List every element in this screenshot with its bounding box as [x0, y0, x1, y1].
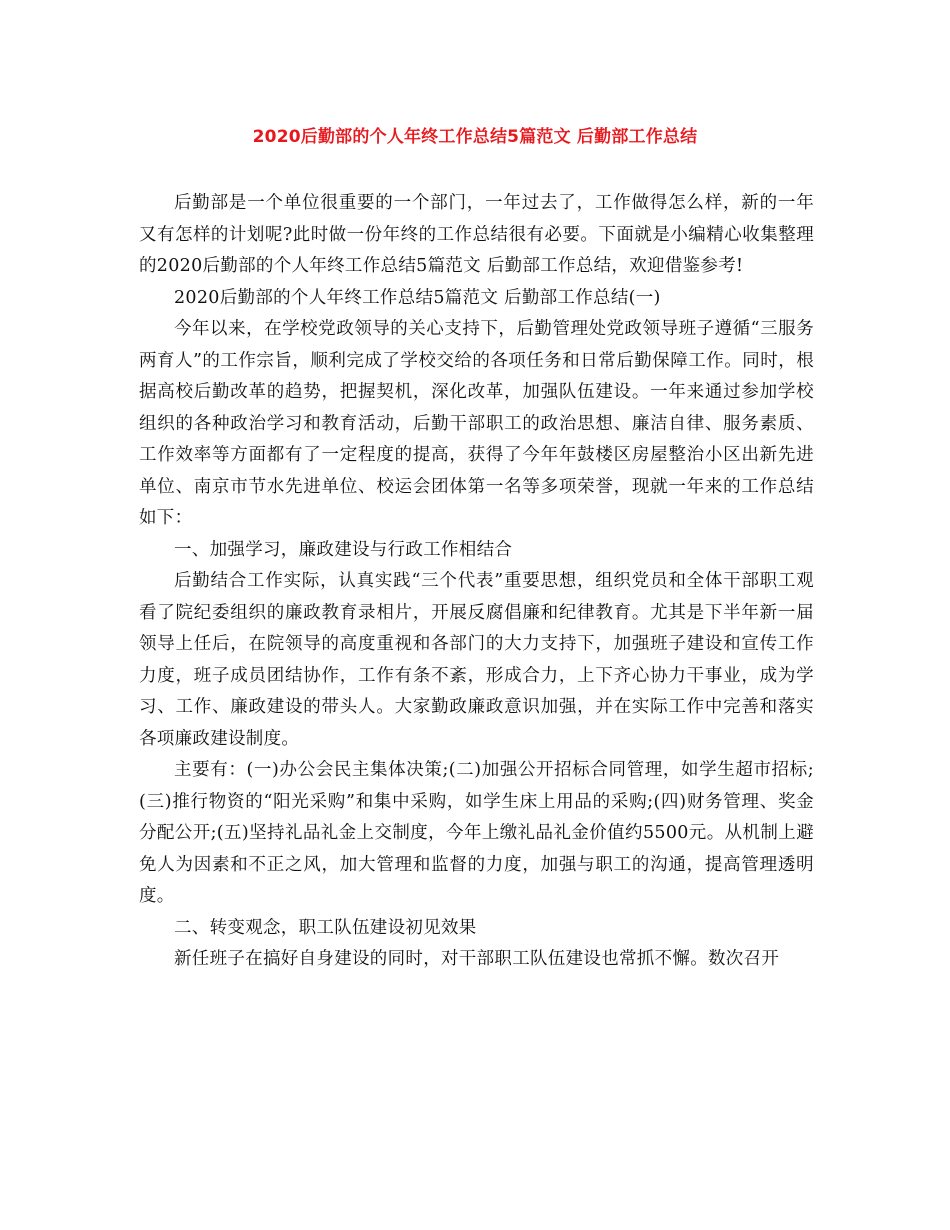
intro-paragraph: 后勤部是一个单位很重要的一个部门，一年过去了，工作做得怎么样，新的一年又有怎样的计划呢?此时做一份年终的工作总结很有必要。下面就是小编精心收集整理的2020后勤部的个人年终工作总结5篇范文 后勤部工作总结，欢迎借鉴参考!: [139, 193, 814, 276]
section-heading-part-one: 2020后勤部的个人年终工作总结5篇范文 后勤部工作总结(一): [174, 287, 661, 308]
integrity-paragraph: 后勤结合工作实际，认真实践“三个代表”重要思想，组织党员和全体干部职工观看了院纪委组织的廉政教育录相片，开展反腐倡廉和纪律教育。尤其是下半年新一届领导上任后，在院领导的高度重视和各部门的大力支持下，加强班子建设和宣传工作力度，班子成员团结协作，工作有条不紊，形成合力，上下齐心协力干事业，成为学习、工作、廉政建设的带头人。大家勤政廉政意识加强，并在实际工作中完善和落实各项廉政建设制度。: [139, 571, 814, 749]
overview-paragraph: 今年以来，在学校党政领导的关心支持下，后勤管理处党政领导班子遵循“三服务两育人”的工作宗旨，顺利完成了学校交给的各项任务和日常后勤保障工作。同时，根据高校后勤改革的趋势，把握契机，深化改革，加强队伍建设。一年来通过参加学校组织的各种政治学习和教育活动，后勤干部职工的政治思想、廉洁自律、服务素质、工作效率等方面都有了一定程度的提高，获得了今年年鼓楼区房屋整治小区出新先进单位、南京市节水先进单位、校运会团体第一名等多项荣誉，现就一年来的工作总结如下：: [139, 319, 814, 528]
heading-staff-building: 二、转变观念，职工队伍建设初见效果: [174, 917, 477, 938]
staff-paragraph: 新任班子在搞好自身建设的同时，对干部职工队伍建设也常抓不懈。数次召开: [174, 949, 780, 969]
measures-paragraph: 主要有：(一)办公会民主集体决策;(二)加强公开招标合同管理，如学生超市招标;(三)推行物资的“阳光采购”和集中采购，如学生床上用品的采购;(四)财务管理、奖金分配公开;(五)坚持礼品礼金上交制度，今年上缴礼品礼金价值约5500元。从机制上避免人为因素和不正之风，加大管理和监督的力度，加强与职工的沟通，提高管理透明度。: [139, 760, 814, 906]
document-title: 2020后勤部的个人年终工作总结5篇范文 后勤部工作总结: [252, 127, 698, 147]
heading-study-integrity: 一、加强学习，廉政建设与行政工作相结合: [174, 539, 513, 560]
document-body: [139, 188, 814, 976]
